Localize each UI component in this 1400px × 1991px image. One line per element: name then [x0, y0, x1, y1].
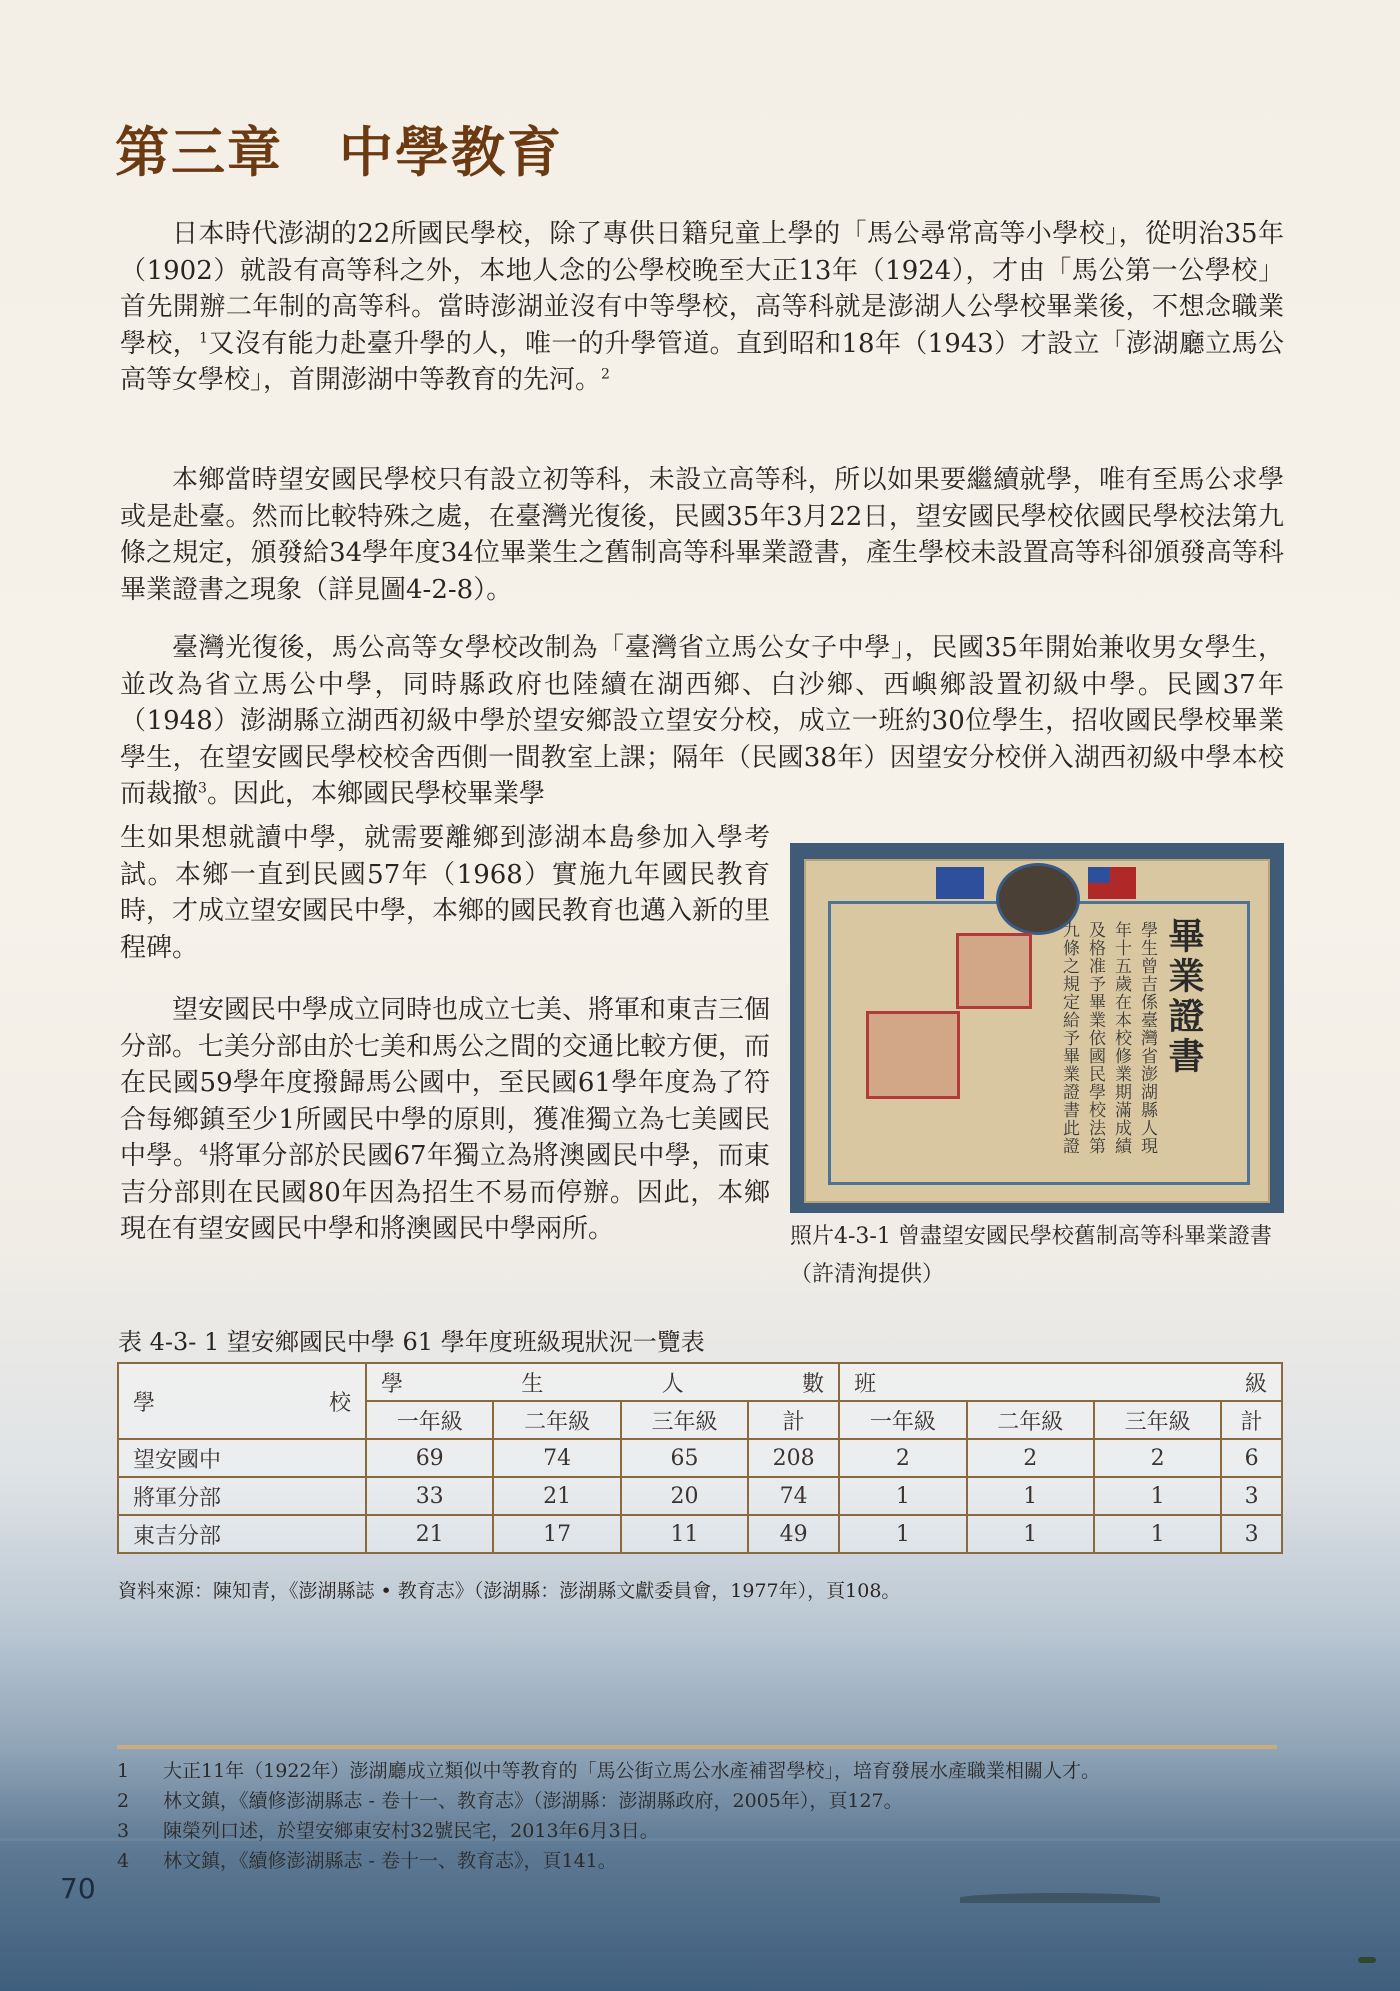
footnote-item	[117, 1816, 1100, 1846]
subheader-cell: 二年級	[967, 1401, 1094, 1439]
page-number: 70	[60, 1872, 96, 1905]
table-cell: 74	[748, 1477, 839, 1515]
table-cell: 1	[967, 1515, 1094, 1553]
header-char: 人	[661, 1371, 684, 1397]
footnote-item	[117, 1846, 1100, 1876]
certificate-text: 學生曾吉係臺灣省澎湖縣人現年十五歲在本校修業期滿成績及格准予畢業依國民學校法第九條之規定給予畢業證書此證	[1059, 921, 1157, 1155]
table-row	[118, 1515, 1282, 1553]
header-char: 生	[521, 1371, 544, 1397]
table-cell: 208	[748, 1439, 839, 1477]
table-cell: 2	[967, 1439, 1094, 1477]
chapter-title: 第三章 中學教育	[115, 121, 563, 184]
footnote-text: 林文鎮，《續修澎湖縣志 - 卷十一、教育志》（澎湖縣：澎湖縣政府，2005年），頁127。	[163, 1790, 903, 1812]
school-column-header	[118, 1363, 366, 1439]
header-char: 班	[854, 1371, 877, 1397]
footnote-item	[117, 1786, 1100, 1816]
table-cell: 1	[1094, 1477, 1221, 1515]
students-group-header	[366, 1363, 839, 1401]
class-status-table	[117, 1362, 1283, 1554]
table-cell: 20	[621, 1477, 748, 1515]
table-cell: 1	[839, 1515, 966, 1553]
paragraph-2: 本鄉當時望安國民學校只有設立初等科，未設立高等科，所以如果要繼續就學，唯有至馬公求學或是赴臺。然而比較特殊之處，在臺灣光復後，民國35年3月22日，望安國民學校依國民學校法第九條之規定，頒發給34學年度34位畢業生之舊制高等科畢業證書，產生學校未設置高等科卻頒發高等科畢業證書之現象（詳見圖4-2-8）。	[120, 465, 1284, 605]
header-char: 學	[381, 1371, 404, 1397]
photo-caption: 照片4-3-1 曾盡望安國民學校舊制高等科畢業證書（許清洵提供）	[790, 1224, 1272, 1287]
subheader-cell: 二年級	[493, 1401, 620, 1439]
table-cell: 3	[1221, 1477, 1282, 1515]
footnote-ref: 3	[198, 780, 207, 797]
table-header-row	[118, 1363, 1282, 1401]
footnote-number: 3	[117, 1820, 130, 1842]
table-cell: 74	[493, 1439, 620, 1477]
table-cell: 21	[493, 1477, 620, 1515]
table-row	[118, 1439, 1282, 1477]
header-char: 級	[1244, 1371, 1267, 1397]
subheader-cell: 三年級	[621, 1401, 748, 1439]
certificate-photo	[790, 843, 1284, 1213]
table-cell: 1	[1094, 1515, 1221, 1553]
header-char: 校	[328, 1390, 351, 1416]
header-char: 數	[802, 1371, 825, 1397]
certificate-paper	[804, 859, 1270, 1203]
subheader-cell: 計	[1221, 1401, 1282, 1439]
seal-stamp-icon	[956, 933, 1032, 1009]
header-char: 學	[133, 1390, 156, 1416]
flag-right-icon	[1088, 867, 1136, 899]
subheader-cell: 三年級	[1094, 1401, 1221, 1439]
paragraph-3-continued: 生如果想就讀中學，就需要離鄉到澎湖本島參加入學考試。本鄉一直到民國57年（1968）實施九年國民教育時，才成立望安國民中學，本鄉的國民教育也邁入新的里程碑。	[120, 823, 771, 963]
paragraph-3: 臺灣光復後，馬公高等女學校改制為「臺灣省立馬公女子中學」，民國35年開始兼收男女學生，並改為省立馬公中學，同時縣政府也陸續在湖西鄉、白沙鄉、西嶼鄉設置初級中學。民國37年（1948）澎湖縣立湖西初級中學於望安鄉設立望安分校，成立一班約30位學生，招收國民學校畢業學生，在望安國民學校校舍西側一間教室上課；隔年（民國38年）因望安分校併入湖西初級中學本校而裁撤$^3$。因此，本鄉國民學校畢業學	[120, 633, 1284, 809]
table-source-note: 資料來源：陳知青，《澎湖縣誌 • 教育志》（澎湖縣：澎湖縣文獻委員會，1977年），頁108。	[118, 1580, 901, 1602]
table-cell: 69	[366, 1439, 493, 1477]
school-seal-icon	[866, 1011, 960, 1099]
classes-group-header	[839, 1363, 1282, 1401]
flag-left-icon	[936, 867, 984, 899]
table-cell: 49	[748, 1515, 839, 1553]
subheader-cell: 計	[748, 1401, 839, 1439]
footnote-item	[117, 1756, 1100, 1786]
table-cell: 17	[493, 1515, 620, 1553]
table-row	[118, 1477, 1282, 1515]
paragraph-4: 望安國民中學成立同時也成立七美、將軍和東吉三個分部。七美分部由於七美和馬公之間的交通比較方便，而在民國59學年度撥歸馬公國中，至民國61學年度為了符合每鄉鎮至少1所國民中學的原則，獲准獨立為七美國民中學。$^4$將軍分部於民國67年獨立為將澳國民中學，而東吉分部則在民國80年因為招生不易而停辦。因此，本鄉現在有望安國民中學和將澳國民中學兩所。	[120, 995, 771, 1244]
table-cell: 65	[621, 1439, 748, 1477]
island-silhouette	[960, 1893, 1160, 1903]
table-caption: 表 4-3- 1 望安鄉國民中學 61 學年度班級現狀況一覽表	[118, 1328, 705, 1356]
paragraph-1: 日本時代澎湖的22所國民學校，除了專供日籍兒童上學的「馬公尋常高等小學校」，從明治35年（1902）就設有高等科之外，本地人念的公學校晚至大正13年（1924），才由「馬公第一公學校」首先開辦二年制的高等科。當時澎湖並沒有中等學校，高等科就是澎湖人公學校畢業後，不想念職業學校，$^1$又沒有能力赴臺升學的人，唯一的升學管道。直到昭和18年（1943）才設立「澎湖廳立馬公高等女學校」，首開澎湖中等教育的先河。$^2$	[120, 219, 1284, 395]
footnote-ref: 4	[199, 1142, 209, 1159]
footnote-text: 陳榮列口述，於望安鄉東安村32號民宅，2013年6月3日。	[163, 1820, 659, 1842]
footnote-text: 大正11年（1922年）澎湖廳成立類似中等教育的「馬公街立馬公水產補習學校」，培育發展水產職業相關人才。	[163, 1760, 1101, 1782]
table-cell: 33	[366, 1477, 493, 1515]
table-cell: 2	[1094, 1439, 1221, 1477]
table-cell: 1	[967, 1477, 1094, 1515]
table-cell: 11	[621, 1515, 748, 1553]
table-cell: 3	[1221, 1515, 1282, 1553]
footnote-text: 林文鎮，《續修澎湖縣志 - 卷十一、教育志》，頁141。	[163, 1850, 617, 1872]
footnotes	[117, 1756, 1100, 1876]
table-cell: 2	[839, 1439, 966, 1477]
school-name-cell: 望安國中	[118, 1439, 366, 1477]
footnote-divider	[117, 1745, 1277, 1749]
table-cell: 21	[366, 1515, 493, 1553]
subheader-cell: 一年級	[366, 1401, 493, 1439]
table-cell: 6	[1221, 1439, 1282, 1477]
certificate-title: 畢業證書	[1163, 917, 1205, 1077]
footnote-number: 4	[117, 1850, 130, 1872]
footnote-number: 1	[117, 1760, 130, 1782]
school-name-cell: 東吉分部	[118, 1515, 366, 1553]
subheader-cell: 一年級	[839, 1401, 966, 1439]
footnote-ref: 1	[199, 329, 209, 346]
boat-silhouette	[1358, 1957, 1376, 1963]
footnote-ref: 2	[601, 366, 610, 383]
school-name-cell: 將軍分部	[118, 1477, 366, 1515]
footnote-number: 2	[117, 1790, 130, 1812]
table-cell: 1	[839, 1477, 966, 1515]
